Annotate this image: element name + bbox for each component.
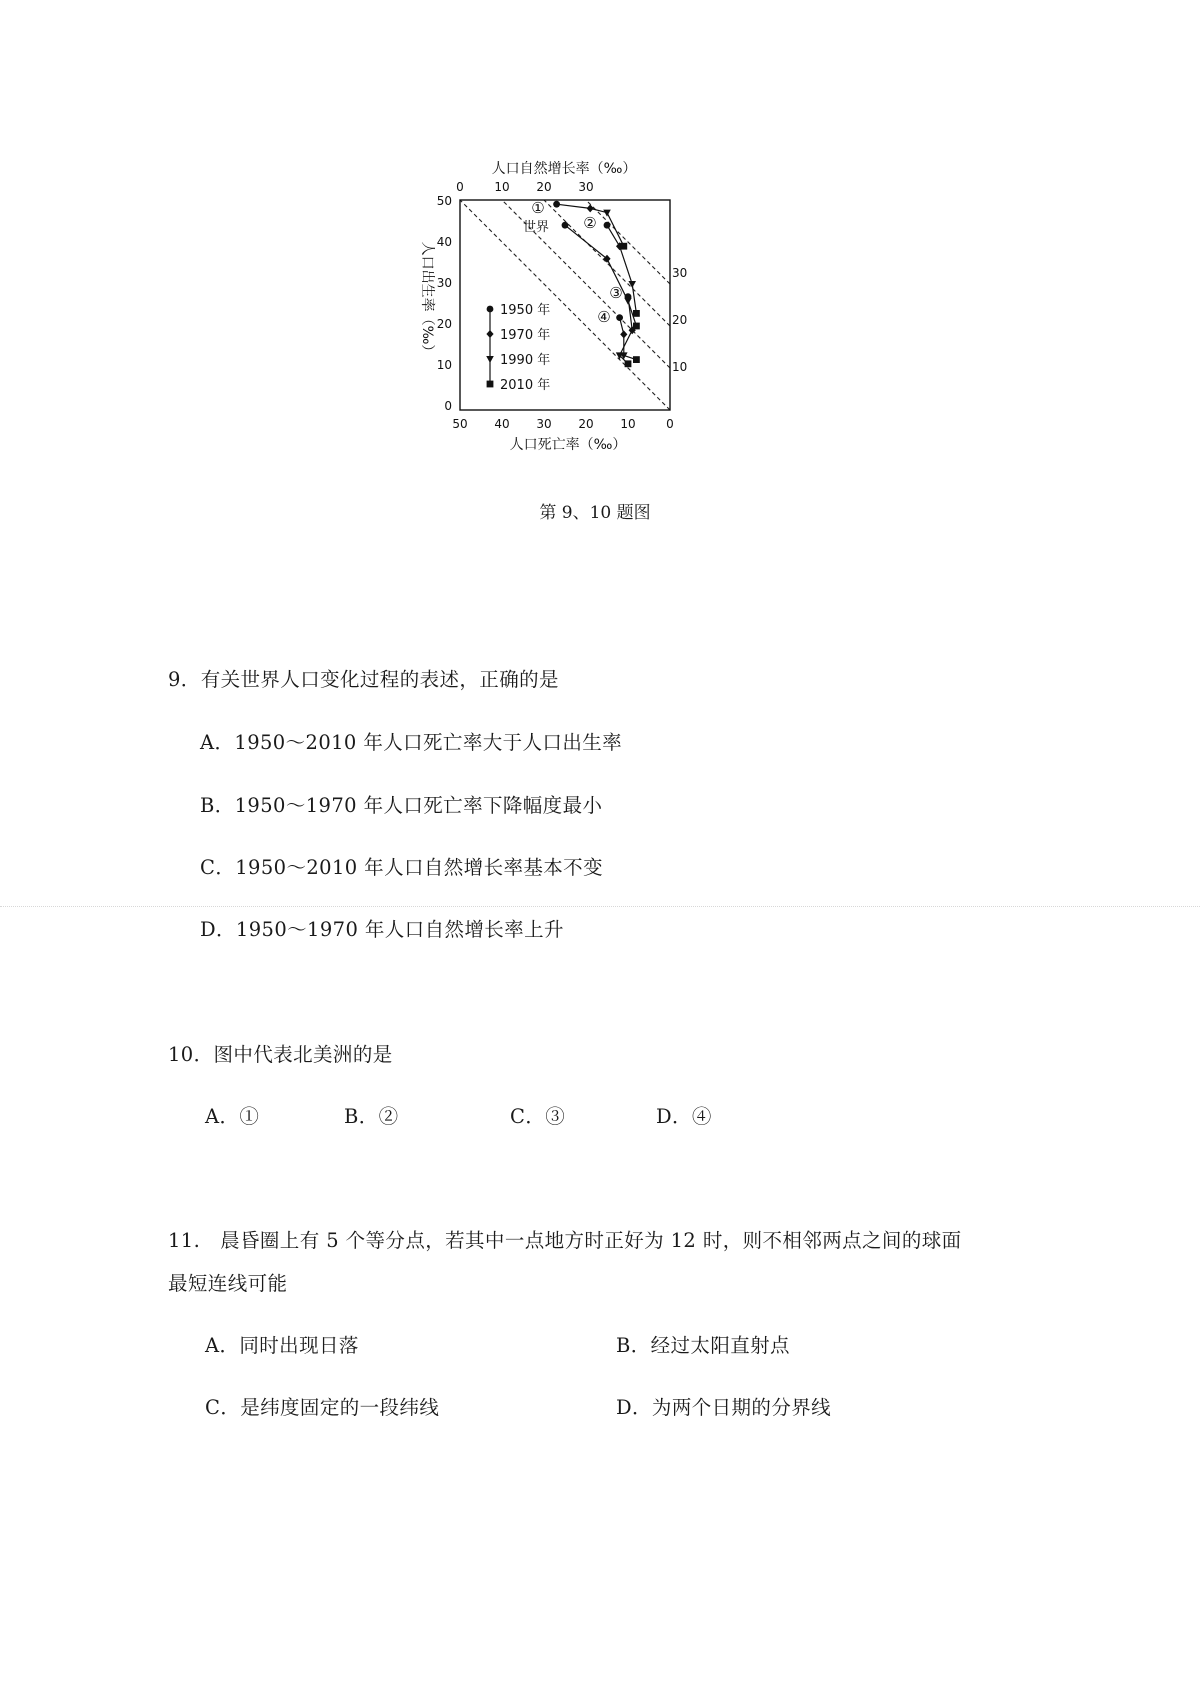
question-10-stem: 10．图中代表北美洲的是 [168, 1043, 393, 1066]
right-tick-label: 10 [672, 360, 688, 374]
bottom-tick-label: 50 [452, 417, 468, 431]
right-tick-label: 20 [672, 313, 688, 327]
left-tick-label: 50 [436, 194, 452, 208]
series-label-2: ② [583, 214, 597, 232]
q11-option-a[interactable]: A．同时出现日落 [205, 1334, 359, 1357]
bottom-tick-label: 10 [620, 417, 636, 431]
legend-marker-3 [487, 381, 494, 388]
q9-option-a[interactable]: A．1950～2010 年人口死亡率大于人口出生率 [200, 731, 623, 754]
series-label-0: ① [531, 199, 545, 217]
page-separator [0, 906, 1200, 907]
legend-marker-0 [487, 306, 494, 313]
q11-option-c[interactable]: C．是纬度固定的一段纬线 [205, 1396, 440, 1419]
q10-option-d[interactable]: D．④ [656, 1105, 712, 1128]
series-label-4: ④ [597, 308, 611, 326]
figure-caption: 第 9、10 题图 [539, 503, 651, 523]
left-tick-label: 40 [436, 235, 452, 249]
population-rates-chart [400, 160, 790, 500]
data-point-0-1 [587, 204, 594, 212]
data-point-4-0 [616, 314, 623, 321]
question-11-stem-line2: 最短连线可能 [168, 1272, 288, 1295]
left-tick-label: 20 [436, 317, 452, 331]
data-point-0-2 [603, 210, 611, 217]
top-axis-title: 人口自然增长率（‰） [491, 161, 637, 177]
bottom-axis-title: 人口死亡率（‰） [509, 437, 627, 453]
data-point-2-0 [604, 222, 611, 229]
legend-marker-1 [486, 330, 493, 338]
top-tick-label: 30 [578, 180, 594, 194]
q9-option-b[interactable]: B．1950～1970 年人口死亡率下降幅度最小 [200, 794, 603, 817]
q10-option-c[interactable]: C．③ [510, 1105, 566, 1128]
population-chart-figure [400, 160, 790, 523]
legend-label: 2010 年 [500, 378, 551, 393]
data-point-3-3 [625, 360, 632, 367]
isoline-0 [460, 200, 670, 410]
series-label-3: ③ [609, 284, 623, 302]
top-tick-label: 10 [494, 180, 510, 194]
q10-option-b[interactable]: B．② [344, 1105, 399, 1128]
left-tick-label: 10 [436, 358, 452, 372]
legend-label: 1970 年 [500, 328, 551, 343]
data-point-2-2 [628, 281, 636, 288]
legend-label: 1990 年 [500, 353, 551, 368]
bottom-tick-label: 40 [494, 417, 510, 431]
q10-option-a[interactable]: A．① [205, 1105, 260, 1128]
question-9-stem: 9．有关世界人口变化过程的表述，正确的是 [168, 668, 559, 691]
legend-label: 1950 年 [500, 303, 551, 318]
data-point-3-0 [625, 293, 632, 300]
bottom-tick-label: 30 [536, 417, 552, 431]
legend-marker-2 [486, 356, 494, 363]
data-point-1-0 [562, 222, 569, 229]
top-tick-label: 20 [536, 180, 552, 194]
data-point-4-1 [620, 330, 627, 338]
left-axis-title: 人口出生率（‰） [419, 241, 435, 359]
q11-option-b[interactable]: B．经过太阳直射点 [616, 1334, 790, 1357]
series-label-1: 世界 [522, 220, 550, 235]
right-tick-label: 30 [672, 266, 688, 280]
q9-option-c[interactable]: C．1950～2010 年人口自然增长率基本不变 [200, 856, 603, 879]
top-tick-label: 0 [456, 180, 464, 194]
bottom-tick-label: 0 [666, 417, 674, 431]
data-point-1-1 [603, 255, 610, 263]
bottom-tick-label: 20 [578, 417, 594, 431]
question-11-stem-line1: 11. 晨昏圈上有 5 个等分点，若其中一点地方时正好为 12 时，则不相邻两点之间的球面 [168, 1229, 962, 1252]
data-point-0-0 [553, 201, 560, 208]
left-tick-label: 30 [436, 276, 452, 290]
q11-option-d[interactable]: D．为两个日期的分界线 [616, 1396, 832, 1419]
q9-option-d[interactable]: D．1950～1970 年人口自然增长率上升 [200, 918, 564, 941]
data-point-4-3 [633, 356, 640, 363]
data-point-2-3 [633, 310, 640, 317]
left-tick-label: 0 [444, 399, 452, 413]
